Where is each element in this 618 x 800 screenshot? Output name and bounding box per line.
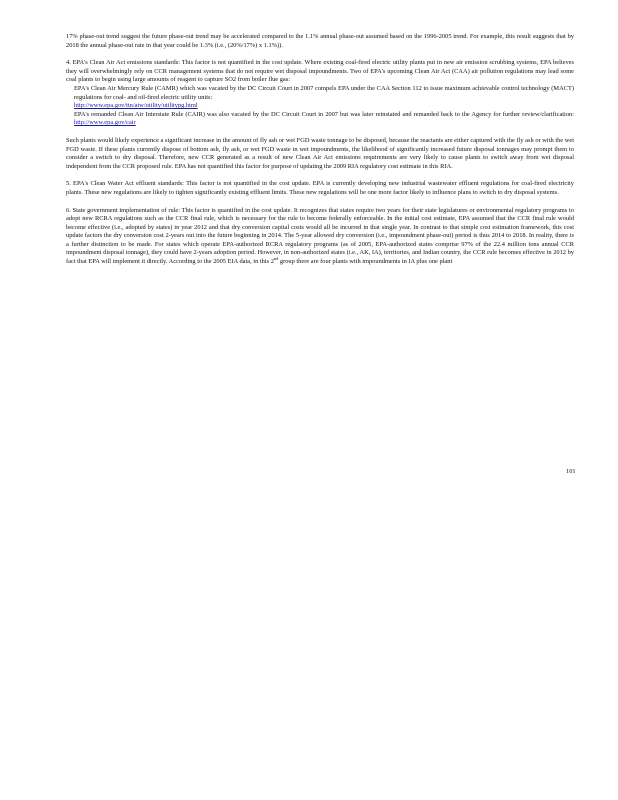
spacer (66, 128, 574, 137)
camr-link[interactable]: http://www.epa.gov/ttn/atw/utility/utilitypg.html (74, 102, 198, 110)
item4-followup-paragraph: Such plants would likely experience a significant increase in the amount of fly ash or wet FGD waste tonnage to be disposed, because the reactants are either captured with the fly ash or with the wet FGD waste. If these plants currently dispose of bottom ash, fly ash, or wet FGD waste in wet impoundments, the likelihood of significantly increased future disposal tonnages may prompt them to consider a switch to dry disposal. Therefore, new CCR generated as a result of new Clean Air Act emissions requirements are very likely to cause plants to switch away from wet disposal independent from the CCR proposed rule. EPA has not quantified this factor for purpose of updating the 2009 RIA regulatory cost estimate in this RIA. (66, 136, 574, 170)
intro-paragraph: 17% phase-out trend suggest the future phase-out trend may be accelerated compared to the 1.1% annual phase-out assumed based on the 1996-2005 trend. For example, this result suggests that by 2018 the annual phase-out rate in that year could be 1.3% (i.e., (20%/17%) x 1.1%)). (66, 33, 574, 49)
item5-paragraph: 5. EPA's Clean Water Act effluent standards: This factor is not quantified in the cost update. EPA is currently developing new industrial wastewater effluent regulations for coal-fired electricity plants. These new regulations are likely to tighten significantly existing effluent limits. These new regulations will be one more factor likely to influence plans to switch to dry disposal systems. (66, 180, 574, 196)
bullet-item-camr (66, 85, 574, 111)
bullet-text: EPA's Clean Air Mercury Rule (CAMR) which was vacated by the DC Circuit Court in 2007 compels EPA under the CAA Section 112 to issue maximum achievable control technology (MACT) regulations for coal- and oil-fired electric utility units: (74, 84, 574, 101)
page-number: 101 (566, 468, 576, 475)
spacer (66, 171, 574, 180)
bullet-item-cair (66, 111, 574, 128)
item4-paragraph: 4. EPA's Clean Air Act emissions standards: This factor is not quantified in the cost update. Where existing coal-fired electric utility plants put in new air emission scrubbing systems, EPA believes they will overwhelmingly rely on CCR management systems that do not require wet disposal impoundments. Two of EPA's upcoming Clean Air Act (CAA) air pollution regulations may lead some coal plants to begin using large amounts of reagent to capture SO2 from boiler flue gas: (66, 59, 574, 84)
document-page (66, 33, 574, 267)
bullet-marker-icon (66, 111, 74, 128)
bullet-text: EPA's remanded Clean Air Interstate Rule (CAIR) was also vacated by the DC Circuit Court in 2007 but was later reinstated and remanded back to the Agency for further review/clarification: (74, 110, 574, 118)
bullet-marker-icon (66, 85, 74, 111)
item6-text: 6. State government implementation of rule: This factor is quantified in the cost update. It recognizes that states require two years for their state legislatures or environmental regulatory programs to adopt new RCRA regulations such as the CCR final rule, which is necessary for the rule to become federally enforceable. In the initial cost estimate, EPA assumed that the CCR final rule would become effective (i.e., adopted by states) in year 2012 and that dry conversion capital costs would all be incurred in that single year. In contrast to that simple cost estimation framework, this cost update factors the dry conversion cost 2-years out into the future beginning in 2014. The 5-year allowed dry conversion (i.e., impoundment phase-out) period is thus 2014 to 2018. In reality, there is a further distinction to be made. For states which operate EPA-authorized RCRA regulatory programs (as of 2005, EPA-authorized states comprise 97% of the 22.4 million tons annual CCR impoundment disposal tonnage), they could have 2-years adoption period. However, in non-authorized states (i.e., AK, IA), territories, and Indian country, the CCR rule becomes effective in 2012 by fact that EPA will implement it directly. According to the 2005 EIA data, in this 2 (66, 206, 574, 266)
bullet-body (74, 85, 574, 111)
spacer (66, 198, 574, 207)
item6-text-cont: group there are four plants with impoundments in IA plus one plant (278, 258, 453, 266)
bullet-body (74, 111, 574, 128)
spacer (66, 50, 574, 59)
cair-link[interactable]: http://www.epa.gov/cair (74, 119, 136, 127)
item6-paragraph (66, 207, 574, 267)
superscript: nd (273, 255, 279, 261)
